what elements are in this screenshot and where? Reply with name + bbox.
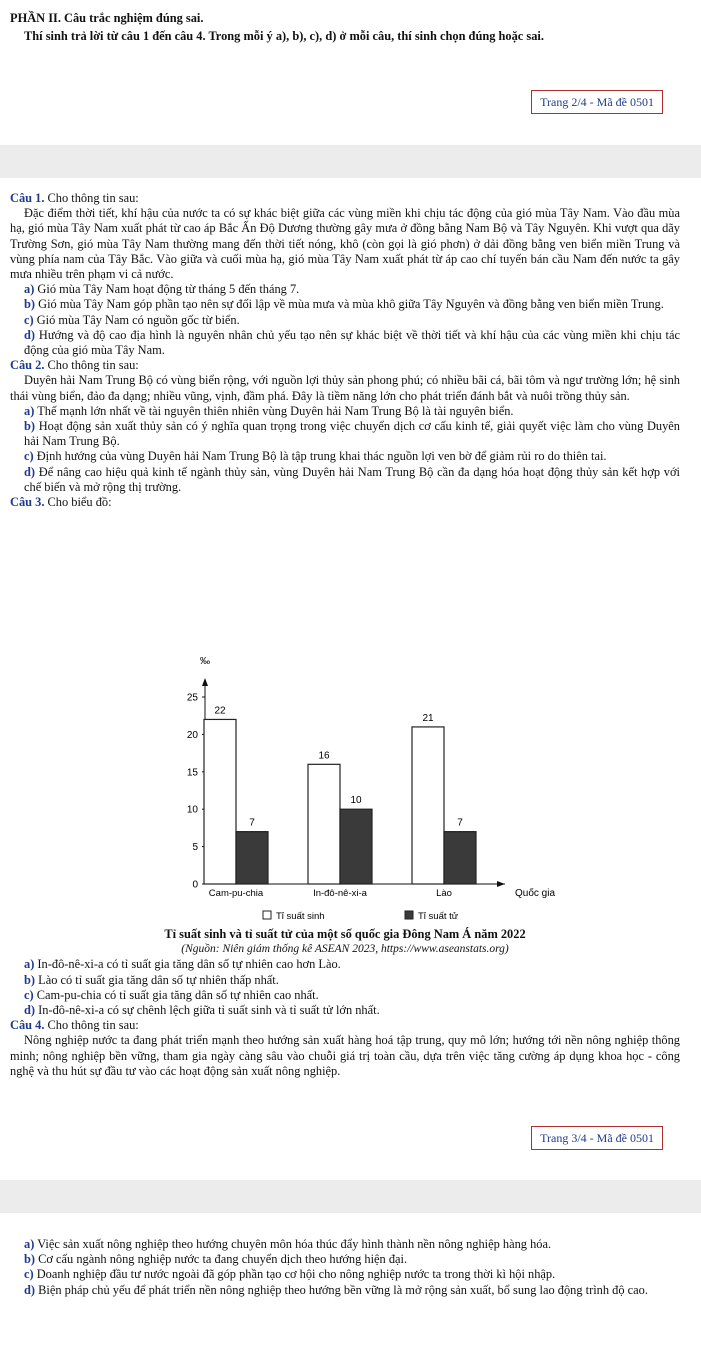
legend-label-birth: Tỉ suất sinh — [276, 911, 325, 922]
option-a: a) Việc sản xuất nông nghiệp theo hướng chuyên môn hóa thúc đẩy hình thành nền nông nghiệp hàng hóa. — [24, 1237, 552, 1251]
page-break — [0, 145, 701, 178]
page-label-2: Trang 2/4 - Mã đề 0501 — [531, 90, 663, 114]
category-label: Cam-pu-chia — [208, 888, 264, 899]
option-b: b) Lào có tỉ suất gia tăng dân số tự nhiên thấp nhất. — [24, 972, 279, 987]
data-label: 21 — [422, 712, 434, 724]
x-axis-arrow — [497, 881, 505, 887]
question-label: Câu 1. — [10, 191, 45, 205]
question-passage: Duyên hải Nam Trung Bộ có vùng biển rộng, với nguồn lợi thủy sản phong phú; có nhiều bãi cá, bãi tôm và ngư trường lớn; hệ sinh thái vùng biển, đảo đa dạng; nhiều vũng, vịnh, đầm phá. Đây là tiềm năng lớn cho phát triển đánh bắt và nuôi trồng thủy sản. — [10, 373, 680, 403]
data-label: 7 — [249, 817, 255, 829]
y-tick-label: 10 — [186, 804, 198, 816]
y-tick-label: 15 — [186, 767, 198, 779]
question-passage: Đặc điểm thời tiết, khí hậu của nước ta có sự khác biệt giữa các vùng miền khi chịu tác động của gió mùa Tây Nam. Vào đầu mùa hạ, gió mùa Tây Nam xuất phát từ cao áp Bắc Ấn Độ Dương thường gây mưa ở đồng bằng Nam Bộ và Tây Nguyên. Khi vượt qua dãy Trường Sơn, gió mùa Tây Nam thường mang đến thời tiết nóng, khô (còn gọi là gió phơn) ở dải đồng bằng ven biển miền Trung và vùng phía nam của Tây Bắc. Vào giữa và cuối mùa hạ, gió mùa Tây Nam xuất phát từ áp cao chí tuyến bán cầu Nam đến nước ta gây mưa nhiều trên phạm vi cả nước. — [10, 206, 680, 282]
data-label: 16 — [318, 750, 330, 762]
data-label: 7 — [457, 817, 463, 829]
data-label: 22 — [214, 705, 226, 717]
y-tick-label: 0 — [192, 879, 198, 891]
question-1: Câu 1. Cho thông tin sau: Đặc điểm thời tiết, khí hậu của nước ta có sự khác biệt giữa các vùng miền khi chịu tác động của gió mùa Tây Nam. Vào đầu mùa hạ, gió mùa Tây Nam xuất phát từ cao áp Bắc Ấn Độ Dương thường gây mưa ở đồng bằng Nam Bộ và Tây Nguyên. Khi vượt qua dãy Trường Sơn, gió mùa Tây Nam thường mang đến thời tiết nóng, khô (còn gọi là gió phơn) ở dải đồng bằng ven biển miền Trung và vùng phía nam của Tây Bắc. Vào giữa và cuối mùa hạ, gió mùa Tây Nam xuất phát từ áp cao chí tuyến bán cầu Nam đến nước ta gây mưa nhiều trên phạm vi cả nước. a) Gió mùa Tây Nam hoạt động từ tháng 5 đến tháng 7. b) Gió mùa Tây Nam góp phần tạo nên sự đối lập về mùa mưa và mùa khô giữa Tây Nguyên và đồng bằng ven biển miền Trung. c) Gió mùa Tây Nam có nguồn gốc từ biển. d) Hướng và độ cao địa hình là nguyên nhân chủ yếu tạo nên sự khác biệt về thời tiết và khí hậu của các vùng miền khi chịu tác động của gió mùa Tây Nam. Câu 2. Cho thông tin sau: Duyên hải Nam Trung Bộ có vùng biển rộng, với nguồn lợi thủy sản phong phú; có nhiều bãi cá, bãi tôm và ngư trường lớn; hệ sinh thái vùng biển, đảo đa dạng; nhiều vũng, vịnh, đầm phá. Đây là tiềm năng lớn cho phát triển đánh bắt và nuôi trồng thủy sản. a) Thế mạnh lớn nhất về tài nguyên thiên nhiên vùng Duyên hải Nam Trung Bộ là tài nguyên biển. b) Hoạt động sản xuất thủy sản có ý nghĩa quan trọng trong việc chuyển dịch cơ cấu kinh tế, giải quyết việc làm cho vùng Duyên hải Nam Trung Bộ. c) Định hướng của vùng Duyên hải Nam Trung Bộ là tập trung khai thác nguồn lợi ven bờ để giảm rủi ro do thiên tai. d) Để nâng cao hiệu quả kinh tế ngành thủy sản, vùng Duyên hải Nam Trung Bộ cần đa dạng hóa hoạt động thủy sản kết hợp với chế biến và mở rộng thị trường. Câu 3. Cho biểu đồ: — [10, 191, 680, 510]
bar-death-rate — [236, 832, 268, 884]
bar-birth-rate — [308, 764, 340, 884]
option-c: c) Doanh nghiệp đầu tư nước ngoài đã góp phần tạo cơ hội cho nông nghiệp nước ta trong thời kì hội nhập. — [24, 1267, 556, 1282]
option-a: a) In-đô-nê-xi-a có tỉ suất gia tăng dân số tự nhiên cao hơn Lào. — [24, 957, 341, 972]
question-label: Câu 3. — [10, 495, 45, 510]
bar-death-rate — [340, 809, 372, 884]
question-4-options — [10, 1237, 680, 1298]
bar-birth-rate — [204, 719, 236, 884]
y-tick-label: 25 — [186, 692, 198, 704]
option-c: c) Gió mùa Tây Nam có nguồn gốc từ biển. — [24, 312, 240, 327]
data-label: 10 — [350, 795, 362, 807]
question-passage: Nông nghiệp nước ta đang phát triển mạnh theo hướng sản xuất hàng hoá tập trung, quy mô lớn; hướng tới nền nông nghiệp thông minh; nông nghiệp bền vững, tham gia ngày càng sâu vào chuỗi giá trị toàn cầu, dựa trên việc tăng cường áp dụng khoa học - công nghệ và thu hút sự đầu tư vào các hoạt động sản xuất nông nghiệp. — [10, 1033, 680, 1078]
option-b: b) Cơ cấu ngành nông nghiệp nước ta đang chuyển dịch theo hướng hiện đại. — [24, 1252, 408, 1267]
page-break — [0, 1180, 701, 1213]
x-axis-label: Quốc gia — [514, 888, 556, 899]
page-label-3: Trang 3/4 - Mã đề 0501 — [531, 1126, 663, 1150]
y-tick-label: 20 — [186, 729, 198, 741]
chart-source: (Nguồn: Niên giám thống kê ASEAN 2023, https://www.aseanstats.org) — [181, 943, 509, 956]
option-b: b) Hoạt động sản xuất thủy sản có ý nghĩa quan trọng trong việc chuyển dịch cơ cấu kinh tế, giải quyết việc làm cho vùng Duyên hải Nam Trung Bộ. — [24, 419, 680, 449]
option-d: d) Hướng và độ cao địa hình là nguyên nhân chủ yếu tạo nên sự khác biệt về thời tiết và khí hậu của các vùng miền khi chịu tác động của gió mùa Tây Nam. — [24, 327, 680, 358]
question-3-body: Tỉ suất sinh và tỉ suất tử của một số quốc gia Đông Nam Á năm 2022 (Nguồn: Niên giám thống kê ASEAN 2023, https://www.aseanstats.org) a) In-đô-nê-xi-a có tỉ suất gia tăng dân số tự nhiên cao hơn Lào. b) Lào có tỉ suất gia tăng dân số tự nhiên thấp nhất. c) Cam-pu-chia có tỉ suất gia tăng dân số tự nhiên cao nhất. d) In-đô-nê-xi-a có sự chênh lệch giữa tỉ suất sinh và tỉ suất tử lớn nhất. Câu 4. Cho thông tin sau: Nông nghiệp nước ta đang phát triển mạnh theo hướng sản xuất hàng hoá tập trung, quy mô lớn; hướng tới nền nông nghiệp thông minh; nông nghiệp bền vững, tham gia ngày càng sâu vào chuỗi giá trị toàn cầu, dựa trên việc tăng cường áp dụng khoa học - công nghệ và thu hút sự đầu tư vào các hoạt động sản xuất nông nghiệp. — [10, 927, 680, 1078]
legend-swatch-death — [405, 911, 413, 919]
y-axis-label: ‰ — [200, 656, 210, 667]
category-label: In-đô-nê-xi-a — [313, 888, 367, 899]
option-a: a) Gió mùa Tây Nam hoạt động từ tháng 5 đến tháng 7. — [24, 282, 300, 297]
instruction: Thí sinh trả lời từ câu 1 đến câu 4. Trong mỗi ý a), b), c), d) ở mỗi câu, thí sinh chọn đúng hoặc sai. — [24, 29, 544, 43]
chart-caption: Tỉ suất sinh và tỉ suất tử của một số quốc gia Đông Nam Á năm 2022 — [164, 927, 526, 941]
option-a: a) Thế mạnh lớn nhất về tài nguyên thiên nhiên vùng Duyên hải Nam Trung Bộ là tài nguyên biển. — [24, 403, 514, 418]
y-axis-arrow — [202, 678, 208, 686]
legend — [263, 911, 459, 922]
chart-bars — [204, 719, 476, 884]
option-d: d) Để nâng cao hiệu quả kinh tế ngành thủy sản, vùng Duyên hải Nam Trung Bộ cần đa dạng hóa hoạt động thủy sản kết hợp với chế biến và mở rộng thị trường. — [24, 464, 680, 494]
legend-swatch-birth — [263, 911, 271, 919]
y-tick-label: 5 — [192, 842, 198, 854]
question-label: Câu 4. — [10, 1018, 45, 1033]
option-d: d) Biện pháp chủ yếu để phát triển nền nông nghiệp theo hướng bền vững là mở rộng sản xuất, bổ sung lao động trình độ cao. — [24, 1282, 648, 1297]
category-label: Lào — [436, 888, 452, 899]
bar-death-rate — [444, 832, 476, 884]
question-label: Câu 2. — [10, 358, 45, 373]
option-d: d) In-đô-nê-xi-a có sự chênh lệch giữa tỉ suất sinh và tỉ suất tử lớn nhất. — [24, 1003, 380, 1018]
option-b: b) Gió mùa Tây Nam góp phần tạo nên sự đối lập về mùa mưa và mùa khô giữa Tây Nguyên và đồng bằng ven biển miền Trung. — [24, 297, 664, 312]
bar-chart — [150, 652, 570, 934]
option-c: c) Định hướng của vùng Duyên hải Nam Trung Bộ là tập trung khai thác nguồn lợi ven bờ để giảm rủi ro do thiên tai. — [24, 449, 607, 464]
option-c: c) Cam-pu-chia có tỉ suất gia tăng dân số tự nhiên cao nhất. — [24, 987, 319, 1002]
part-title: PHẦN II. Câu trắc nghiệm đúng sai. — [10, 11, 204, 25]
bar-birth-rate — [412, 727, 444, 884]
legend-label-death: Tỉ suất tử — [418, 911, 459, 922]
